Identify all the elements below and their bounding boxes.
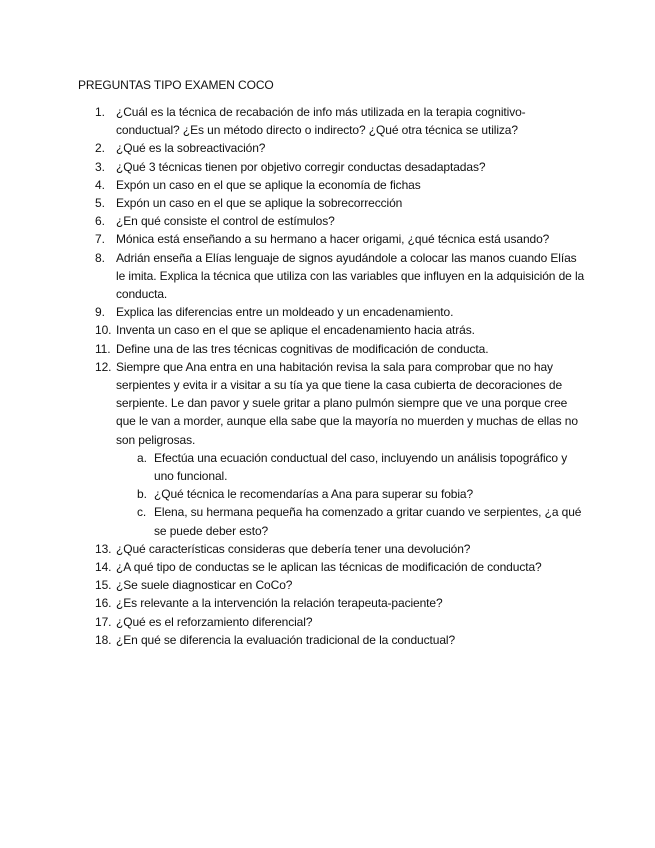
sub-question-letter: c. [137,505,147,520]
question-number: 18. [95,632,112,647]
question-item [95,576,585,594]
document-title: PREGUNTAS TIPO EXAMEN COCO [78,78,274,92]
question-item [95,358,585,540]
question-text: Explica las diferencias entre un moldeado y un encadenamiento. [116,305,454,320]
question-text: Adrián enseña a Elías lenguaje de signos ayudándole a colocar las manos cuando Elías le imita. Explica la técnica que utiliza con las variables que influyen en la adquisición de la conducta. [116,250,585,302]
question-number: 13. [95,541,112,556]
sub-question-item [116,485,585,503]
question-number: 4. [95,177,105,192]
sub-question-text: ¿Qué técnica le recomendarías a Ana para superar su fobia? [154,487,474,502]
question-text: Inventa un caso en el que se aplique el encadenamiento hacia atrás. [116,323,475,338]
question-text: Expón un caso en el que se aplique la sobrecorrección [116,196,403,211]
question-text: ¿Se suele diagnosticar en CoCo? [116,578,293,593]
question-item [95,139,585,157]
question-text: ¿Qué es el reforzamiento diferencial? [116,614,313,629]
question-item [95,212,585,230]
question-item [95,321,585,339]
question-item [95,158,585,176]
sub-question-text: Elena, su hermana pequeña ha comenzado a gritar cuando ve serpientes, ¿a qué se puede deber esto? [154,505,582,538]
question-item [95,594,585,612]
question-number: 10. [95,323,112,338]
question-item [95,303,585,321]
question-text: ¿Qué 3 técnicas tienen por objetivo corregir conductas desadaptadas? [116,159,486,174]
question-text: ¿Qué es la sobreactivación? [116,141,266,156]
question-item [95,340,585,358]
question-list [95,103,585,649]
question-item [95,249,585,304]
question-text: Siempre que Ana entra en una habitación revisa la sala para comprobar que no hay serpientes y evita ir a visitar a su tía ya que tiene la casa cubierta de decoraciones de serpiente. Le dan pavor y suele gritar a plano pulmón siempre que ve una porque cree que le van a morder, aunque ella sabe que la mayoría no muerden y muchas de ellas no son peligrosas. [116,359,578,447]
question-text: Define una de las tres técnicas cognitivas de modificación de conducta. [116,341,489,356]
sub-question-item [116,503,585,539]
question-text: ¿Es relevante a la intervención la relación terapeuta-paciente? [116,596,443,611]
sub-question-text: Efectúa una ecuación conductual del caso, incluyendo un análisis topográfico y uno funcional. [154,450,568,484]
question-number: 11. [95,341,111,356]
question-text: ¿En qué consiste el control de estímulos? [116,214,335,229]
question-item [95,558,585,576]
question-number: 15. [95,578,112,593]
question-item [95,230,585,248]
question-item [95,540,585,558]
question-text: Expón un caso en el que se aplique la economía de fichas [116,177,421,192]
question-number: 1. [95,105,105,119]
question-text: Mónica está enseñando a su hermano a hacer origami, ¿qué técnica está usando? [116,232,550,247]
sub-question-letter: b. [137,487,147,502]
question-number: 5. [95,196,105,211]
question-text: ¿A qué tipo de conductas se le aplican las técnicas de modificación de conducta? [116,560,542,575]
question-number: 14. [95,560,112,575]
sub-question-letter: a. [137,450,147,465]
question-number: 7. [95,232,105,247]
question-text: ¿Qué características consideras que debería tener una devolución? [116,541,471,556]
sub-question-item [116,449,585,485]
sub-question-list [116,449,585,540]
question-item [95,176,585,194]
question-number: 3. [95,159,105,174]
question-number: 9. [95,305,105,320]
question-number: 17. [95,614,112,629]
question-number: 8. [95,250,105,265]
question-item [95,194,585,212]
question-number: 2. [95,141,105,156]
question-number: 16. [95,596,112,611]
question-text: ¿En qué se diferencia la evaluación tradicional de la conductual? [116,632,456,647]
question-text: ¿Cuál es la técnica de recabación de info más utilizada en la terapia cognitivo-conductual? ¿Es un método directo o indirecto? ¿Qué otra técnica se utiliza? [116,105,526,138]
question-number: 6. [95,214,105,229]
question-item [95,613,585,631]
question-item [95,103,585,139]
question-number: 12. [95,359,112,374]
question-item [95,631,585,649]
